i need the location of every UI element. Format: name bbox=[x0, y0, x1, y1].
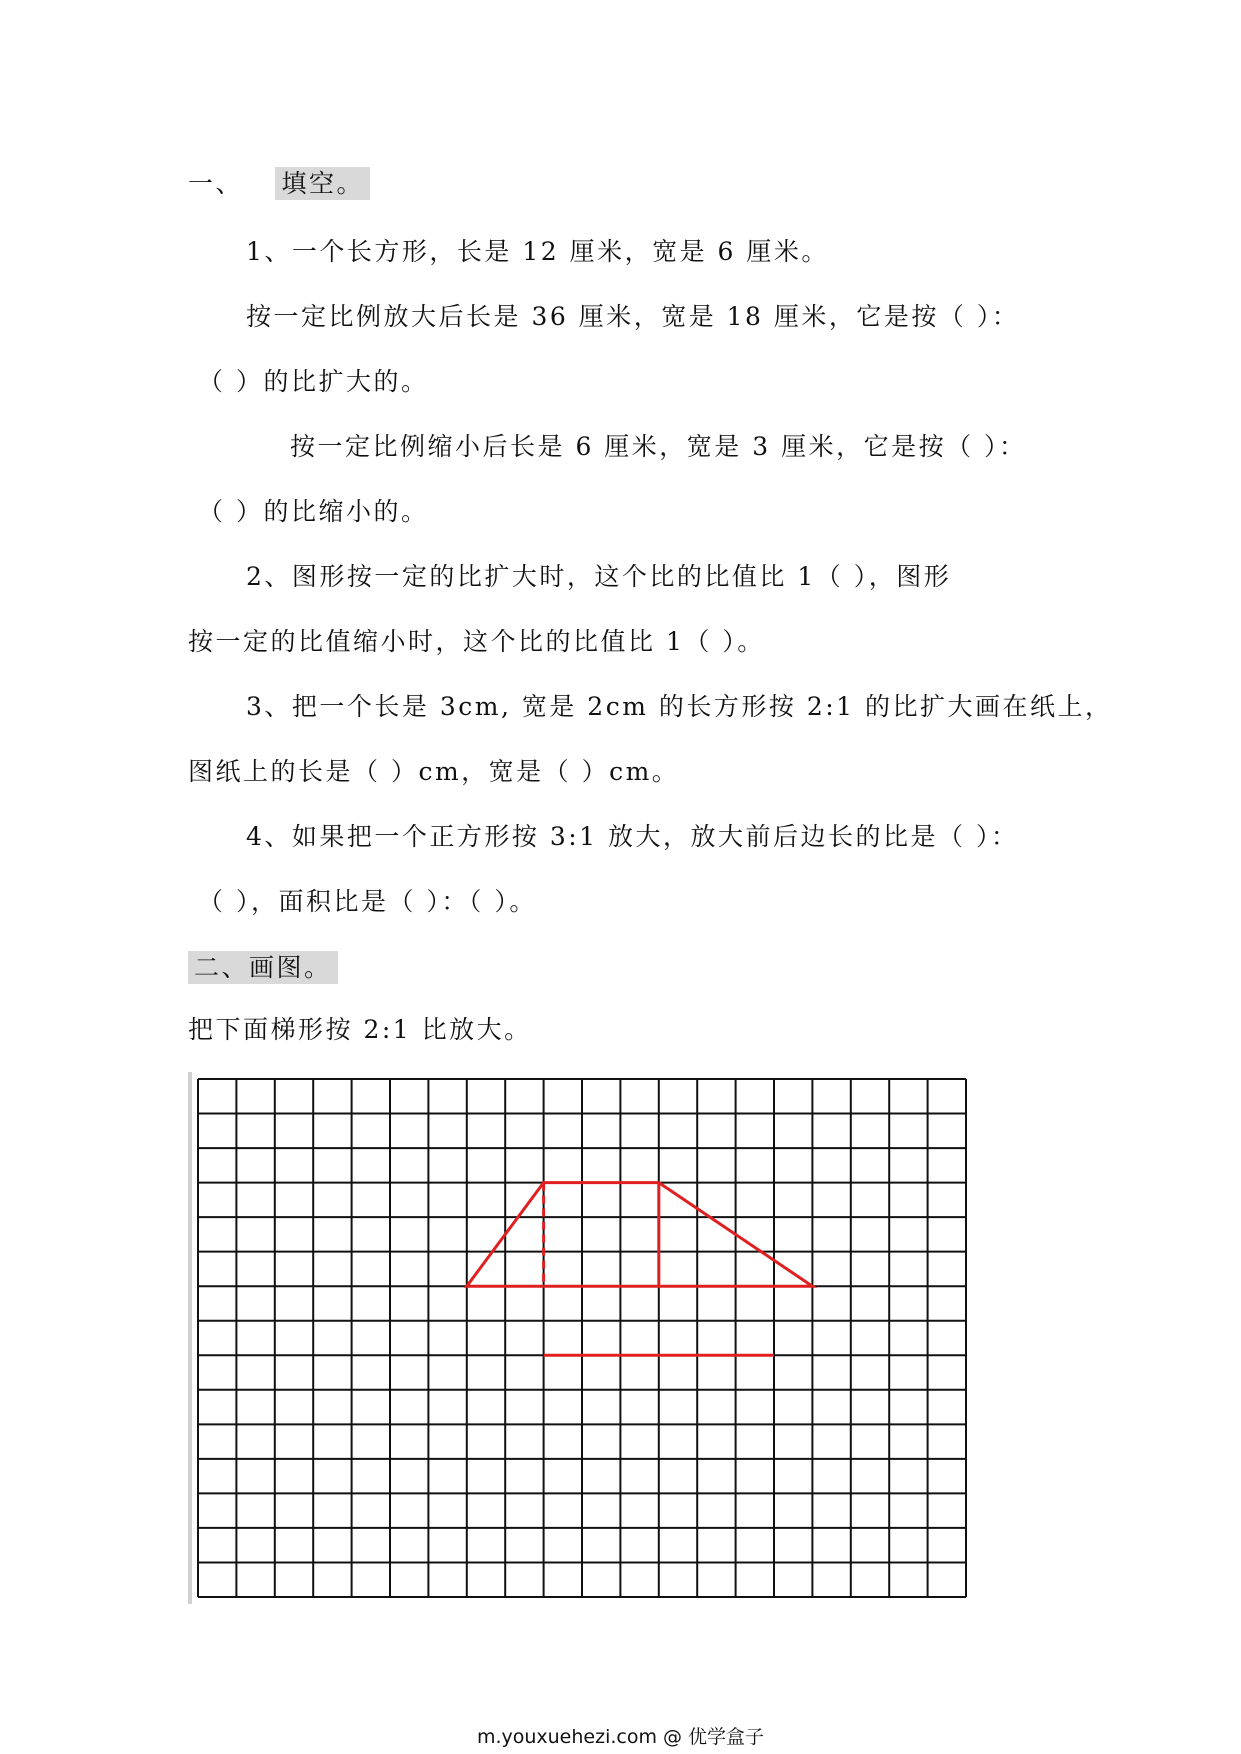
q3-line1: 3、把一个长是 3cm, 宽是 2cm 的长方形按 2:1 的比扩大画在纸上， bbox=[246, 692, 1113, 721]
footer-watermark: m.youxuehezi.com @ 优学盒子 bbox=[476, 1726, 765, 1748]
section1-number: 一、 bbox=[188, 169, 244, 198]
q3-line2: 图纸上的长是（ ）cm，宽是（ ）cm。 bbox=[188, 757, 680, 786]
section2-heading: 二、画图。 bbox=[188, 951, 338, 984]
q2-line2: 按一定的比值缩小时，这个比的比值比 1（ ）。 bbox=[188, 627, 765, 656]
trapezoid-shape bbox=[467, 1183, 813, 1287]
section1-title bbox=[188, 164, 370, 200]
section2-title bbox=[188, 948, 338, 984]
q1-line2: 按一定比例放大后长是 36 厘米，宽是 18 厘米，它是按（ ）： bbox=[246, 302, 1020, 331]
q2-line1: 2、图形按一定的比扩大时，这个比的比值比 1（ ），图形 bbox=[246, 562, 952, 591]
section1-heading: 填空。 bbox=[275, 167, 370, 200]
q1-line4: 按一定比例缩小后长是 6 厘米，宽是 3 厘米，它是按（ ）： bbox=[290, 432, 1027, 461]
q4-line1: 4、如果把一个正方形按 3:1 放大，放大前后边长的比是（ ）： bbox=[246, 822, 1019, 851]
q1-line3: （ ）的比扩大的。 bbox=[198, 367, 429, 396]
grid-canvas[interactable] bbox=[188, 1072, 971, 1604]
q4-line2: （ ），面积比是（ ）：（ ）。 bbox=[198, 887, 537, 916]
section2-instruction: 把下面梯形按 2:1 比放大。 bbox=[188, 1015, 532, 1044]
q1-line1: 1、一个长方形，长是 12 厘米，宽是 6 厘米。 bbox=[246, 237, 829, 266]
q1-line5: （ ）的比缩小的。 bbox=[198, 497, 429, 526]
drawing-grid-area bbox=[188, 1072, 971, 1604]
